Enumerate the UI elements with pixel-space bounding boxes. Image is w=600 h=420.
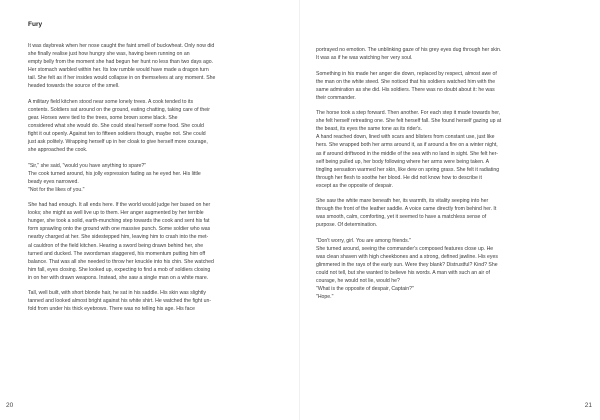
left-paragraph-2: A military field kitchen stood near some lonely trees. A cook tended to its contents. Soldiers sat around on the ground, eating chatting, taking care of their gear. Horses were tied to the trees, some brown some black. She considered what she would do. She could steal herself some food. She could fight it out openly. Against ten to fifteen soldiers though, maybe not. She could just ask politely. Wrapping herself up in her cloak to give herself more courage, she approached the cook. bbox=[28, 98, 210, 154]
left-paragraph-5: Tall, well built, with short blonde hair, he sat in his saddle. His skin was slightly tanned and looked almost bright against his white shirt. He watched the fight un- fold from under his thick eyebrows. There was no telling his age. His face bbox=[28, 290, 212, 313]
right-paragraph-2: Something in his made her anger die down, replaced by respect, almost awe of the man on the white steed. She noticed that his soldiers watched him with the same admiration as she did. His soldiers. There was no doubt about it: he was their commander. bbox=[316, 70, 497, 101]
chapter-title: Fury bbox=[28, 21, 43, 28]
left-paragraph-4: She had had enough. It all ends here. If the world would judge her based on her looks; she might as well live up to them. Her anger augmented by her terrible hunger, she took a solid, earth-munching step towards the cook and sent his fat form sprawling onto the ground with one massive punch. Some soldier who was nearby charged at her. She sidestepped him, leaving him to crash into the met- al cauldron of the field kitchen. Hearing a sword being drawn behind her, she turned and ducked. The swordsman staggered, his momentum putting him off balance. That was all she needed to throw her knuckle into his chin. She watched him fall, eyes closing. She looked up, expecting to find a mob of soldiers closing in on her with drawn weapons. Instead, she saw a single man on a white mare. bbox=[28, 202, 214, 281]
left-paragraph-1: It was daybreak when her nose caught the faint smell of buckwheat. Only now did she finally realise just how hungry she was, having been running on an empty belly from the moment she had begun her hunt no less than two days ago. Her stomach warbled within her. Its low rumble would have made a dragon turn tail. She felt as if her insides would collapse in on themselves at any moment. She headed towards the source of the smell. bbox=[28, 43, 216, 90]
right-paragraph-4: She saw the white mare beneath her, its warmth, its vitality seeping into her through the front of the leather saddle. A voice came directly from behind her. It was smooth, calm, comforting, yet it seemed to have a matchless sense of purpose. Of determination. bbox=[316, 198, 497, 229]
right-paragraph-3: The horse took a step forward. Then another. For each step it made towards her, she felt herself retreating one. She felt herself fall. She found herself gazing up at the beast, its eyes the same tone as its rider's. A hand reached down, lined with scars and blisters from constant use, just like hers. She wrapped both her arms around it, as if around a fire on a winter night, as if around driftwood in the middle of the sea with no land in sight. She felt her- self being pulled up, her body following where her arms were being taken. A tingling sensation warmed her skin, like dew on spring grass. She felt it radiating through her flesh to soothe her blood. He did not know how to describe it except as the opposite of despair. bbox=[316, 110, 502, 189]
right-page-number: 21 bbox=[584, 402, 592, 409]
right-paragraph-5: "Don't worry, girl. You are among friends." She turned around, seeing the commander's composed features close up. He was clean shaven with high cheekbones and a strong, defined jawline. His eyes glimmered in the rays of the early sun. Were they blank? Distrustful? Kind? She could not tell, but she wanted to believe his words. A man with such an air of courage, he would not lie, would he? "What is the opposite of despair, Captain?" "Hope." bbox=[316, 237, 498, 301]
left-page-number: 20 bbox=[6, 402, 14, 409]
left-paragraph-3: "Sir," she said, "would you have anything to spare?" The cook turned around, his jolly expression fading as he eyed her. His little beady eyes narrowed. "Not for the likes of you." bbox=[28, 162, 201, 193]
right-paragraph-1: portrayed no emotion. The unblinking gaze of his grey eyes dug through her skin. It was as if he was watching her very soul. bbox=[316, 47, 502, 62]
right-page bbox=[300, 0, 600, 420]
